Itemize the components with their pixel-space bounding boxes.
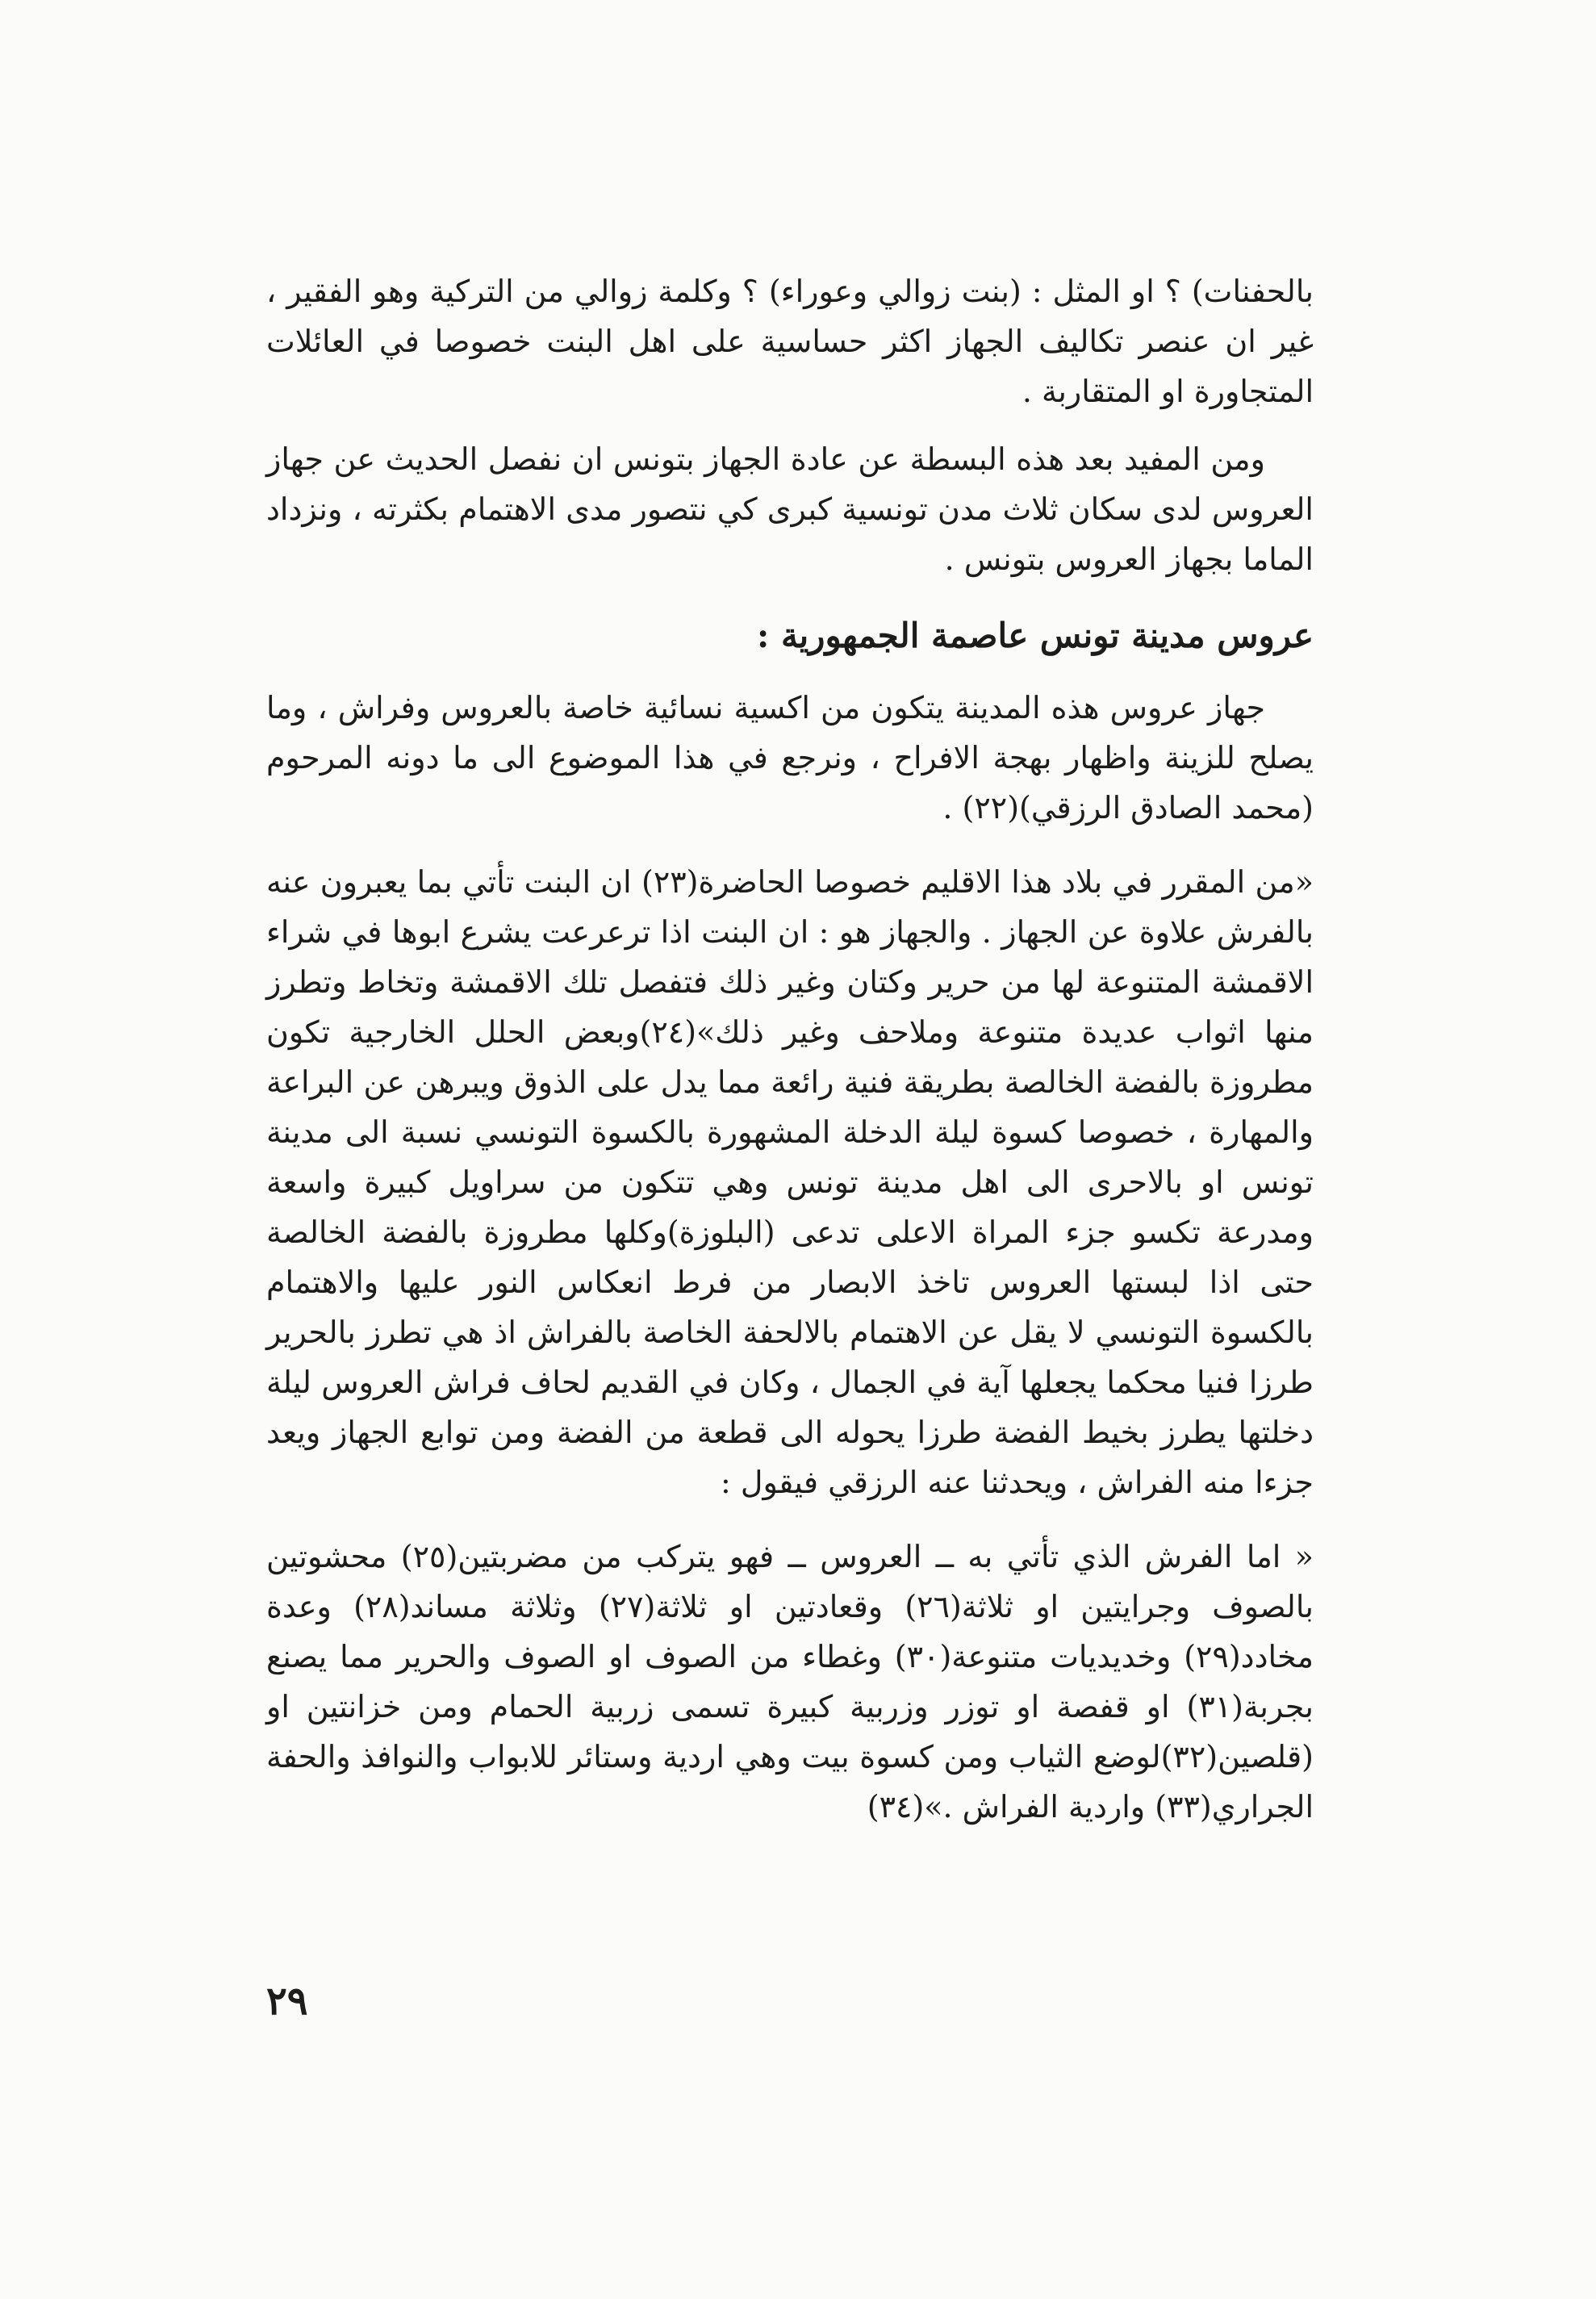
paragraph-3: جهاز عروس هذه المدينة يتكون من اكسية نسائية خاصة بالعروس وفراش ، وما يصلح للزينة واظهار بهجة الافراح ، ونرجع في هذا الموضوع الى ما دونه المرحوم (محمد الصادق الرزقي)(٢٢) . [266, 690, 1314, 826]
page-number: ٢٩ [266, 1979, 308, 2024]
section-heading: عروس مدينة تونس عاصمة الجمهورية : [756, 616, 1314, 655]
paragraph-4-quote: «من المقرر في بلاد هذا الاقليم خصوصا الحاضرة(٢٣) ان البنت تأتي بما يعبرون عنه بالفرش علاوة عن الجهاز . والجهاز هو : ان البنت اذا ترعرعت يشرع ابوها في شراء الاقمشة المتنوعة لها من حرير وكتان وغير ذلك فتفصل تلك الاقمشة وتخاط وتطرز منها اثواب عديدة متنوعة وملاحف وغير ذلك»(٢٤)وبعض الحلل الخارجية تكون مطروزة بالفضة الخالصة بطريقة فنية رائعة مما يدل على الذوق ويبرهن عن البراعة والمهارة ، خصوصا كسوة ليلة الدخلة المشهورة بالكسوة التونسي نسبة الى مدينة تونس او بالاحرى الى اهل مدينة تونس وهي تتكون من سراويل كبيرة واسعة ومدرعة تكسو جزء المراة الاعلى تدعى (البلوزة)وكلها مطروزة بالفضة الخالصة حتى اذا لبستها العروس تاخذ الابصار من فرط انعكاس النور عليها والاهتمام بالكسوة التونسي لا يقل عن الاهتمام بالالحفة الخاصة بالفراش اذ هي تطرز بالحرير طرزا فنيا محكما يجعلها آية في الجمال ، وكان في القديم لحاف فراش العروس ليلة دخلتها يطرز بخيط الفضة طرزا يحوله الى قطعة من الفضة ومن توابع الجهاز ويعد جزءا منه الفراش ، ويحدثنا عنه الرزقي فيقول : [266, 864, 1314, 1500]
paragraph-2: ومن المفيد بعد هذه البسطة عن عادة الجهاز بتونس ان نفصل الحديث عن جهاز العروس لدى سكان ثلاث مدن تونسية كبرى كي نتصور مدى الاهتمام بكثرته ، ونزداد الماما بجهاز العروس بتونس . [266, 441, 1314, 577]
paragraph-1: بالحفنات) ؟ او المثل : (بنت زوالي وعوراء) ؟ وكلمة زوالي من التركية وهو الفقير ، غير ان عنصر تكاليف الجهاز اكثر حساسية على اهل البنت خصوصا في العائلات المتجاورة او المتقاربة . [266, 274, 1314, 409]
body-text [266, 266, 1314, 1832]
paragraph-5-quote: « اما الفرش الذي تأتي به ــ العروس ــ فهو يتركب من مضربتين(٢٥) محشوتين بالصوف وجرايتين او ثلاثة(٢٦) وقعادتين او ثلاثة(٢٧) وثلاثة مساند(٢٨) وعدة مخادد(٢٩) وخديديات متنوعة(٣٠) وغطاء من الصوف او الصوف والحرير مما يصنع بجربة(٣١) او قفصة او توزر وزربية كبيرة تسمى زربية الحمام ومن خزانتين او (قلصين(٣٢)لوضع الثياب ومن كسوة بيت وهي اردية وستائر للابواب والنوافذ والحفة الجراري(٣٣) واردية الفراش .»(٣٤) [266, 1539, 1314, 1825]
